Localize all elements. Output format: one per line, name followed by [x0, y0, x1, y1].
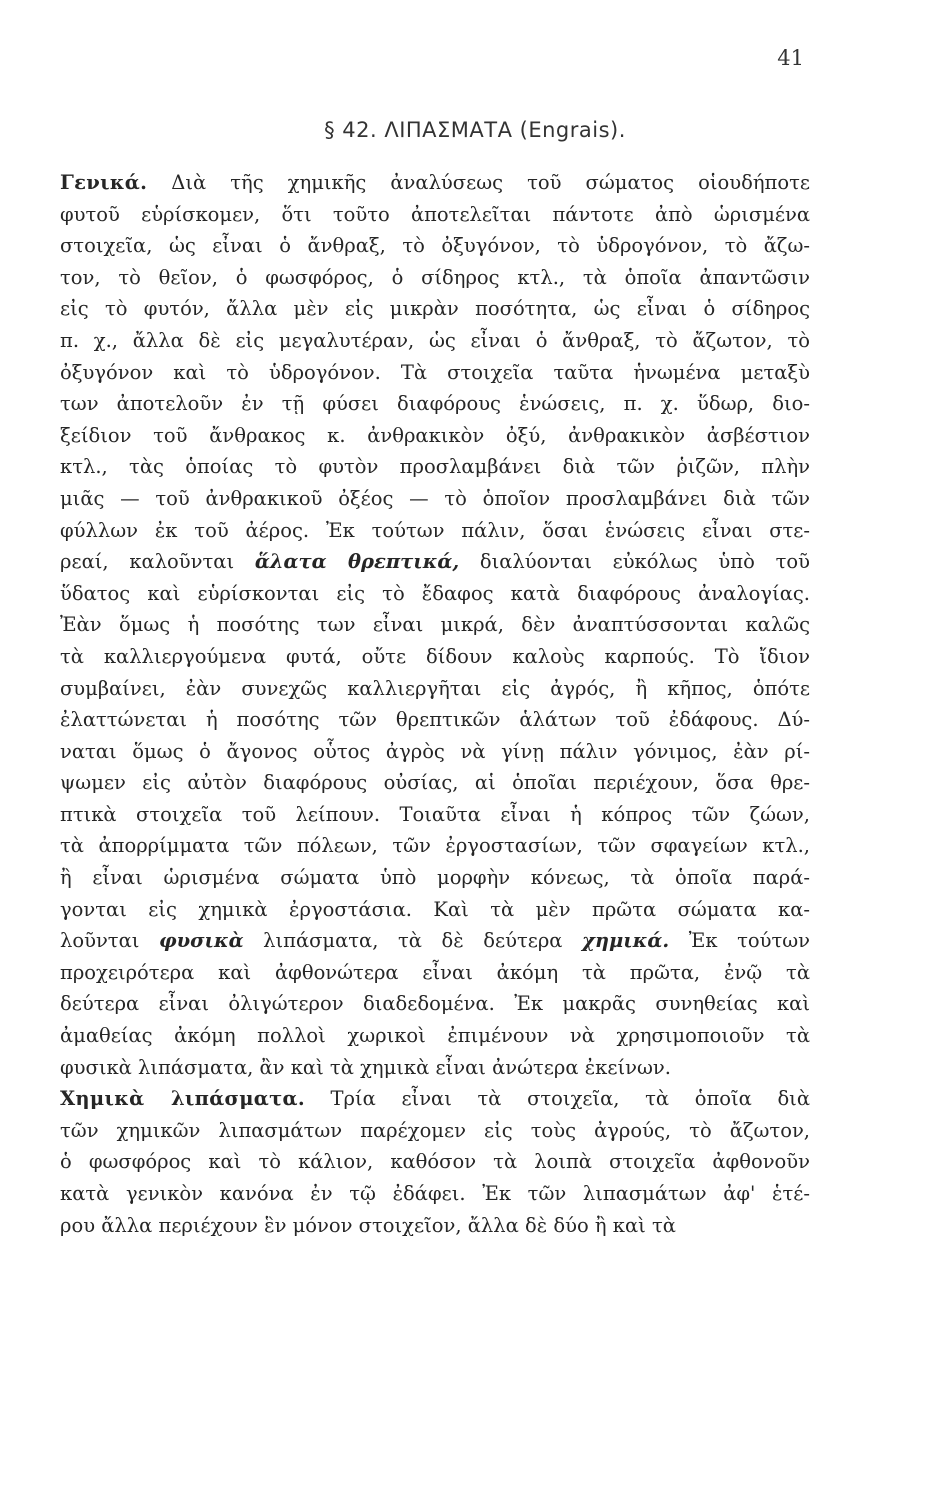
paragraph-lead: Χημικὰ λιπάσματα.	[60, 1087, 305, 1111]
text-line	[60, 515, 810, 547]
emphasis: φυσικὰ	[158, 929, 244, 953]
text-line	[60, 167, 810, 199]
text-run: Ἐὰν ὅμως ἡ ποσότης των εἶναι μικρά, δὲν ἀναπτύσσονται καλῶς	[60, 613, 810, 637]
text-line	[60, 957, 810, 989]
text-run: τον, τὸ θεῖον, ὁ φωσφόρος, ὁ σίδηρος κτλ., τὰ ὁποῖα ἀπαντῶσιν	[60, 265, 810, 289]
text-line	[60, 736, 810, 768]
text-line	[60, 673, 810, 705]
text-line	[60, 799, 810, 831]
text-run: προχειρότερα καὶ ἀφθονώτερα εἶναι ἀκόμη τὰ πρῶτα, ἐνῷ τὰ	[60, 960, 810, 984]
text-line	[60, 293, 810, 325]
text-run: ξείδιον τοῦ ἄνθρακος κ. ἀνθρακικὸν ὀξύ, ἀνθρακικὸν ἀσβέστιον	[60, 423, 810, 447]
text-run: τὰ καλλιεργούμενα φυτά, οὔτε δίδουν καλοὺς καρπούς. Τὸ ἴδιον	[60, 644, 810, 668]
text-line	[60, 1210, 810, 1242]
text-line	[60, 262, 810, 294]
text-line	[60, 483, 810, 515]
text-run: τῶν χημικῶν λιπασμάτων παρέχομεν εἰς τοὺς ἀγρούς, τὸ ἄζωτον,	[60, 1118, 810, 1142]
text-line	[60, 609, 810, 641]
text-run: Ἐκ τούτων	[669, 929, 810, 953]
text-run: ρεαί, καλοῦνται	[60, 550, 255, 574]
paragraph-lead: Γενικά.	[60, 171, 148, 194]
text-run: Τρία εἶναι τὰ στοιχεῖα, τὰ ὁποῖα διὰ	[304, 1087, 810, 1111]
text-line	[60, 199, 810, 231]
text-run: Διὰ τῆς χημικῆς ἀναλύσεως τοῦ σώματος οἱουδήποτε	[147, 171, 810, 194]
text-run: φυσικὰ λιπάσματα, ἂν καὶ τὰ χημικὰ εἶναι ἀνώτερα ἐκείνων.	[60, 1055, 671, 1079]
text-run: ὀξυγόνον καὶ τὸ ὑδρογόνον. Τὰ στοιχεῖα ταῦτα ἡνωμένα μεταξὺ	[60, 360, 810, 384]
text-line	[60, 988, 810, 1020]
body-text	[60, 167, 810, 1241]
text-run: ὕδατος καὶ εὑρίσκονται εἰς τὸ ἔδαφος κατὰ διαφόρους ἀναλογίας.	[60, 581, 810, 605]
text-run: μιᾶς — τοῦ ἀνθρακικοῦ ὀξέος — τὸ ὁποῖον προσλαμβάνει διὰ τῶν	[60, 486, 810, 510]
text-run: κτλ., τὰς ὁποίας τὸ φυτὸν προσλαμβάνει διὰ τῶν ῥιζῶν, πλὴν	[60, 455, 810, 479]
text-run: φυτοῦ εὑρίσκομεν, ὅτι τοῦτο ἀποτελεῖται πάντοτε ἀπὸ ὡρισμένα	[60, 202, 810, 226]
text-line	[60, 1020, 810, 1052]
text-line	[60, 578, 810, 610]
text-run: ναται ὅμως ὁ ἄγονος οὗτος ἀγρὸς νὰ γίνῃ πάλιν γόνιμος, ἐὰν ρί-	[60, 739, 810, 763]
text-run: συμβαίνει, ἐὰν συνεχῶς καλλιεργῆται εἰς ἀγρός, ἢ κῆπος, ὁπότε	[60, 676, 810, 700]
text-line	[60, 1115, 810, 1147]
text-line	[60, 388, 810, 420]
text-run: ἐλαττώνεται ἡ ποσότης τῶν θρεπτικῶν ἁλάτων τοῦ ἐδάφους. Δύ-	[60, 708, 810, 732]
text-line	[60, 704, 810, 736]
text-run: π. χ., ἄλλα δὲ εἰς μεγαλυτέραν, ὡς εἶναι ὁ ἄνθραξ, τὸ ἄζωτον, τὸ	[60, 328, 810, 352]
text-line	[60, 546, 810, 578]
text-line	[60, 894, 810, 926]
text-run: ὁ φωσφόρος καὶ τὸ κάλιον, καθόσον τὰ λοιπὰ στοιχεῖα ἀφθονοῦν	[60, 1150, 810, 1174]
text-line	[60, 1052, 810, 1084]
text-line	[60, 1178, 810, 1210]
text-line	[60, 451, 810, 483]
text-run: των ἀποτελοῦν ἐν τῇ φύσει διαφόρους ἑνώσεις, π. χ. ὕδωρ, διο-	[60, 392, 810, 416]
text-run: ρου ἄλλα περιέχουν ἓν μόνον στοιχεῖον, ἄλλα δὲ δύο ἢ καὶ τὰ	[60, 1213, 676, 1237]
text-line	[60, 862, 810, 894]
text-run: λοῦνται	[60, 929, 159, 953]
text-line	[60, 325, 810, 357]
text-line	[60, 357, 810, 389]
text-line	[60, 1083, 810, 1115]
text-run: φύλλων ἐκ τοῦ ἀέρος. Ἐκ τούτων πάλιν, ὅσαι ἑνώσεις εἶναι στε-	[60, 518, 810, 542]
text-line	[60, 230, 810, 262]
text-run: λιπάσματα, τὰ δὲ δεύτερα	[243, 929, 583, 953]
emphasis: χημικά.	[582, 929, 670, 953]
text-run: ἢ εἶναι ὡρισμένα σώματα ὑπὸ μορφὴν κόνεως, τὰ ὁποῖα παρά-	[60, 866, 810, 890]
text-run: ἀμαθείας ἀκόμη πολλοὶ χωρικοὶ ἐπιμένουν νὰ χρησιμοποιοῦν τὰ	[60, 1024, 810, 1048]
page-number: 41	[777, 46, 804, 70]
text-run: τὰ ἀπορρίμματα τῶν πόλεων, τῶν ἐργοστασίων, τῶν σφαγείων κτλ.,	[60, 834, 810, 858]
text-run: στοιχεῖα, ὡς εἶναι ὁ ἄνθραξ, τὸ ὀξυγόνον, τὸ ὑδρογόνον, τὸ ἄζω-	[60, 234, 810, 258]
text-line	[60, 767, 810, 799]
text-run: πτικὰ στοιχεῖα τοῦ λείπουν. Τοιαῦτα εἶναι ἡ κόπρος τῶν ζώων,	[60, 802, 810, 826]
text-line	[60, 1146, 810, 1178]
text-run: γονται εἰς χημικὰ ἐργοστάσια. Καὶ τὰ μὲν πρῶτα σώματα κα-	[60, 897, 810, 921]
emphasis: ἅλατα θρεπτικά,	[254, 550, 460, 574]
text-run: διαλύονται εὐκόλως ὑπὸ τοῦ	[459, 550, 810, 574]
text-line	[60, 641, 810, 673]
text-run: εἰς τὸ φυτόν, ἄλλα μὲν εἰς μικρὰν ποσότητα, ὡς εἶναι ὁ σίδηρος	[60, 297, 810, 321]
text-line	[60, 925, 810, 957]
text-run: κατὰ γενικὸν κανόνα ἐν τῷ ἐδάφει. Ἐκ τῶν λιπασμάτων ἀφ' ἑτέ-	[60, 1182, 810, 1205]
section-heading: § 42. ΛΙΠΑΣΜΑΤΑ (Engrais).	[324, 118, 626, 142]
text-line	[60, 830, 810, 862]
text-run: δεύτερα εἶναι ὀλιγώτερον διαδεδομένα. Ἐκ μακρᾶς συνηθείας καὶ	[60, 992, 810, 1016]
text-line	[60, 420, 810, 452]
text-run: ψωμεν εἰς αὐτὸν διαφόρους οὐσίας, αἱ ὁποῖαι περιέχουν, ὅσα θρε-	[60, 771, 810, 795]
